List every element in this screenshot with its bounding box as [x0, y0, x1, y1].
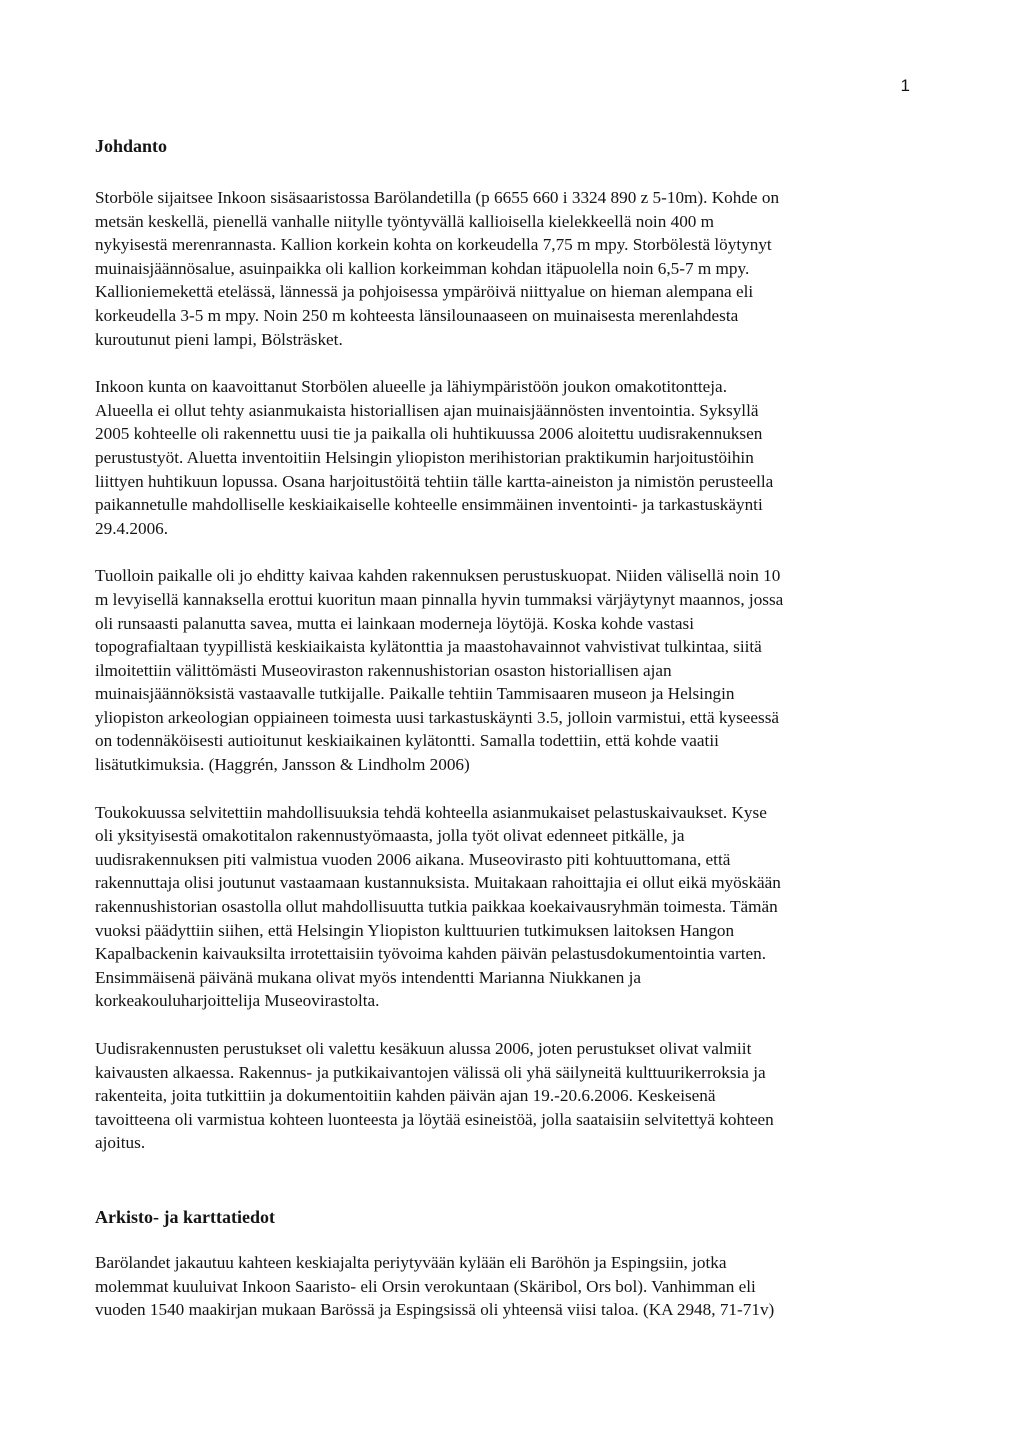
text-line: rakennuttaja olisi joutunut vastaamaan kustannuksista. Muitakaan rahoittajia ei ollut eikä myöskään	[95, 873, 781, 893]
text-line: metsän keskellä, pienellä vanhalle niitylle työntyvällä kallioisella kielekkeellä noin 400 m	[95, 211, 715, 231]
text-line: korkeudella 3-5 m mpy. Noin 250 m kohteesta länsilounaaseen on muinaisesta merenlahdesta	[95, 305, 739, 325]
text-line: yliopiston arkeologian oppiaineen toimesta uusi tarkastuskäynti 3.5, jolloin varmistui, että kyseessä	[95, 707, 780, 727]
text-line: muinaisjäännösalue, asuinpaikka oli kallion korkeimman kohdan itäpuolella noin 6,5-7 m mpy.	[95, 258, 750, 278]
text-line: molemmat kuuluivat Inkoon Saaristo- eli Orsin verokuntaan (Skäribol, Ors bol). Vanhimman eli	[95, 1276, 756, 1296]
paragraph	[95, 801, 925, 1013]
text-line: korkeakouluharjoittelija Museovirastolta.	[95, 991, 380, 1011]
section-heading-arkisto: Arkisto- ja karttatiedot	[95, 1206, 275, 1227]
paragraph	[95, 1037, 925, 1155]
paragraph	[95, 1251, 925, 1322]
paragraph	[95, 375, 925, 540]
text-line: tavoitteena oli varmistua kohteen luonteesta ja löytää esineistöä, jolla saataisiin selvitettyä kohteen	[95, 1109, 774, 1129]
section-spacer	[95, 1179, 925, 1205]
text-line: muinaisjäännöksistä vastaavalle tutkijalle. Paikalle tehtiin Tammisaaren museon ja Helsingin	[95, 684, 735, 704]
text-line: lisätutkimuksia. (Haggrén, Jansson & Lindholm 2006)	[95, 755, 470, 775]
text-line: rakennushistorian osastolla ollut mahdollisuutta tutkia paikkaa koekaivausryhmän toimesta. Tämän	[95, 897, 778, 917]
text-line: Alueella ei ollut tehty asianmukaista historiallisen ajan muinaisjäännösten inventointia. Syksyllä	[95, 400, 759, 420]
text-line: liittyen huhtikuun lopussa. Osana harjoitustöitä tehtiin tälle kartta-aineiston ja nimistön perusteella	[95, 471, 774, 491]
text-line: Ensimmäisenä päivänä mukana olivat myös intendentti Marianna Niukkanen ja	[95, 967, 642, 987]
text-line: on todennäköisesti autioitunut keskiaikainen kylätontti. Samalla todettiin, että kohde vaatii	[95, 731, 719, 751]
paragraph	[95, 186, 925, 351]
text-line: m levyisellä kannaksella erottui kuoritun maan pinnalla hyvin tummaksi värjäytynyt maannos, jossa	[95, 589, 784, 609]
text-line: Storböle sijaitsee Inkoon sisäsaaristossa Barölandetilla (p 6655 660 i 3324 890 z 5-10m). Kohde on	[95, 188, 780, 207]
text-line: Barölandet jakautuu kahteen keskiajalta periytyvään kylään eli Baröhön ja Espingsiin, jotka	[95, 1252, 727, 1272]
text-line: kuroutunut pieni lampi, Bölsträsket.	[95, 329, 343, 349]
text-line: Kallioniemekettä etelässä, lännessä ja pohjoisessa ympäröivä niittyalue on hieman alempana eli	[95, 282, 754, 302]
text-line: Uudisrakennusten perustukset oli valettu kesäkuun alussa 2006, joten perustukset olivat valmiit	[95, 1039, 752, 1058]
text-line: vuoden 1540 maakirjan mukaan Barössä ja Espingsissä oli yhteensä viisi taloa. (KA 2948, 71-71v)	[95, 1300, 775, 1320]
text-line: topografialtaan tyypillistä keskiaikaista kylätonttia ja maastohavainnot vahvistivat tulkintaa, siitä	[95, 637, 762, 657]
text-line: kaivausten alkaessa. Rakennus- ja putkikaivantojen välissä oli yhä säilyneitä kulttuurikerroksia ja	[95, 1062, 766, 1082]
text-line: rakenteita, joita tutkittiin ja dokumentoitiin kahden päivän ajan 19.-20.6.2006. Keskeisenä	[95, 1086, 716, 1106]
text-line: vuoksi päädyttiin siihen, että Helsingin Yliopiston kulttuurien tutkimuksen laitoksen Hangon	[95, 920, 735, 940]
text-line: 2005 kohteelle oli rakennettu uusi tie ja paikalla oli huhtikuussa 2006 aloitettu uudisrakennuksen	[95, 424, 763, 444]
text-line: ilmoitettiin välittömästi Museoviraston rakennushistorian osaston historiallisen ajan	[95, 660, 672, 680]
text-line: paikannetulle mahdolliselle keskiaikaiselle kohteelle ensimmäinen inventointi- ja tarkastuskäynti	[95, 495, 763, 515]
text-line: 29.4.2006.	[95, 518, 169, 538]
document-body	[95, 134, 925, 1346]
text-line: oli runsaasti palanutta savea, mutta ei lainkaan moderneja löytöjä. Koska kohde vastasi	[95, 613, 694, 633]
section-heading-johdanto: Johdanto	[95, 136, 168, 156]
text-line: ajoitus.	[95, 1133, 146, 1153]
text-line: nykyisestä merenrannasta. Kallion korkein kohta on korkeudella 7,75 m mpy. Storbölestä löytynyt	[95, 235, 772, 255]
paragraph	[95, 564, 925, 776]
text-line: Kapalbackenin kaivauksilta irrotettaisiin työvoima kahden päivän pelastusdokumentointia varten.	[95, 944, 767, 964]
text-line: uudisrakennuksen piti valmistua vuoden 2006 aikana. Museovirasto piti kohtuuttomana, että	[95, 849, 731, 869]
text-line: perustustyöt. Aluetta inventoitiin Helsingin yliopiston merihistorian praktikumin harjoitustöihin	[95, 447, 754, 467]
text-line: Tuolloin paikalle oli jo ehditty kaivaa kahden rakennuksen perustuskuopat. Niiden välisellä noin 10	[95, 566, 781, 586]
text-line: Toukokuussa selvitettiin mahdollisuuksia tehdä kohteella asianmukaiset pelastuskaivaukset. Kyse	[95, 802, 767, 822]
text-line: Inkoon kunta on kaavoittanut Storbölen alueelle ja lähiympäristöön joukon omakotitontteja.	[95, 377, 727, 397]
page-number: 1	[900, 76, 910, 95]
text-line: oli yksityisestä omakotitalon rakennustyömaasta, jolla työt olivat edenneet pitkälle, ja	[95, 826, 685, 846]
